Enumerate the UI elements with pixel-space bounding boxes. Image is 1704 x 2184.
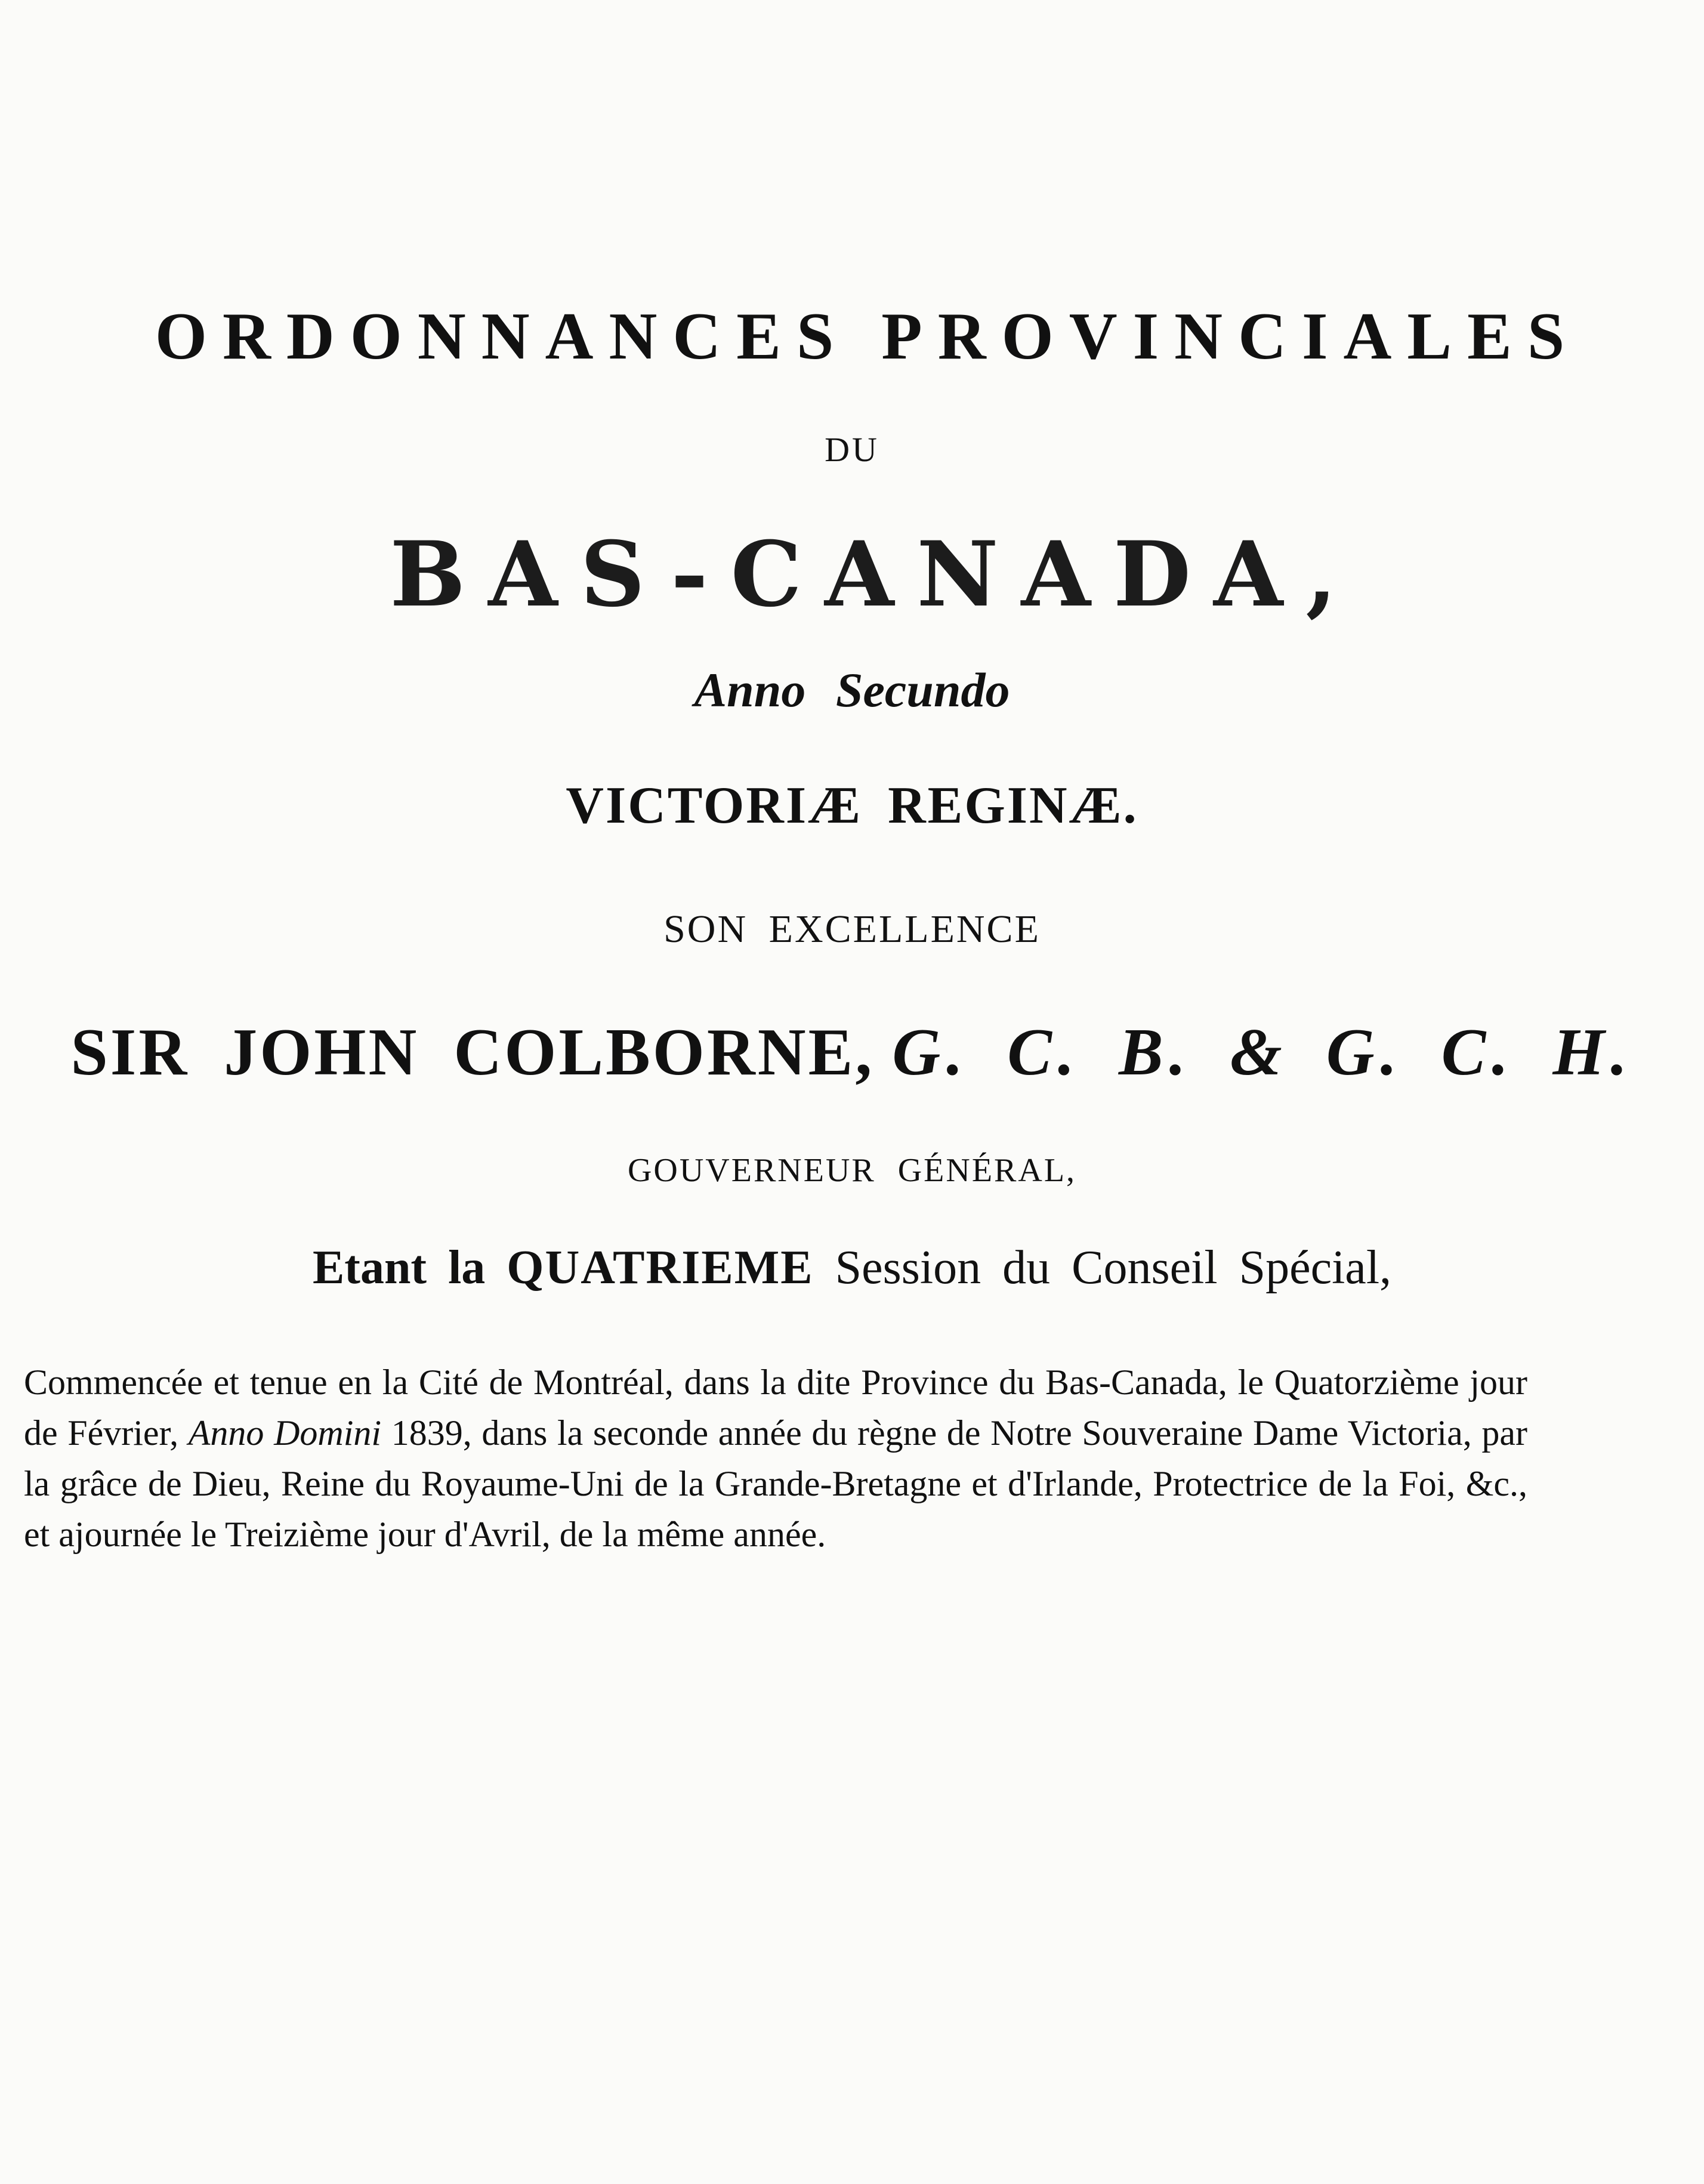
session-suffix: Session du Conseil Spécial,	[835, 1241, 1392, 1294]
title-province: BAS-CANADA,	[390, 522, 1360, 627]
session-prefix: Etant la	[312, 1241, 486, 1294]
title-connector: DU	[825, 430, 879, 469]
session-details-part2: 1839, dans la seconde année du règne de Notre Souveraine Dame Victoria, par la grâce de Dieu, Reine du Royaume-Uni de la Grande-Bretagne et d'Irlande, Protectrice de la Foi, &c., et ajournée le Treizième jour d'Avril, de la même année.	[24, 1413, 1527, 1554]
title-main: ORDONNANCES PROVINCIALES	[155, 299, 1580, 373]
governor-name: SIR JOHN COLBORNE,	[70, 1015, 875, 1089]
session-details-paragraph	[24, 1357, 1527, 1560]
regnal-year: Anno Secundo	[694, 663, 1010, 717]
session-ordinal: QUATRIEME	[507, 1241, 814, 1294]
governor-office: GOUVERNEUR GÉNÉRAL,	[627, 1152, 1077, 1189]
governor-honours: G. C. B. & G. C. H.	[892, 1015, 1634, 1089]
session-line	[0, 1241, 1704, 1295]
governor-line	[0, 1014, 1704, 1091]
regnal-reign: VICTORIÆ REGINÆ.	[566, 777, 1138, 835]
governor-style: SON EXCELLENCE	[663, 907, 1041, 951]
session-details-part1: Commencée et tenue en la Cité de Montréal, dans la dite Province du Bas-Canada, le Quatorzième jour de Février,	[24, 1363, 1527, 1453]
anno-domini: Anno Domini	[188, 1413, 382, 1453]
